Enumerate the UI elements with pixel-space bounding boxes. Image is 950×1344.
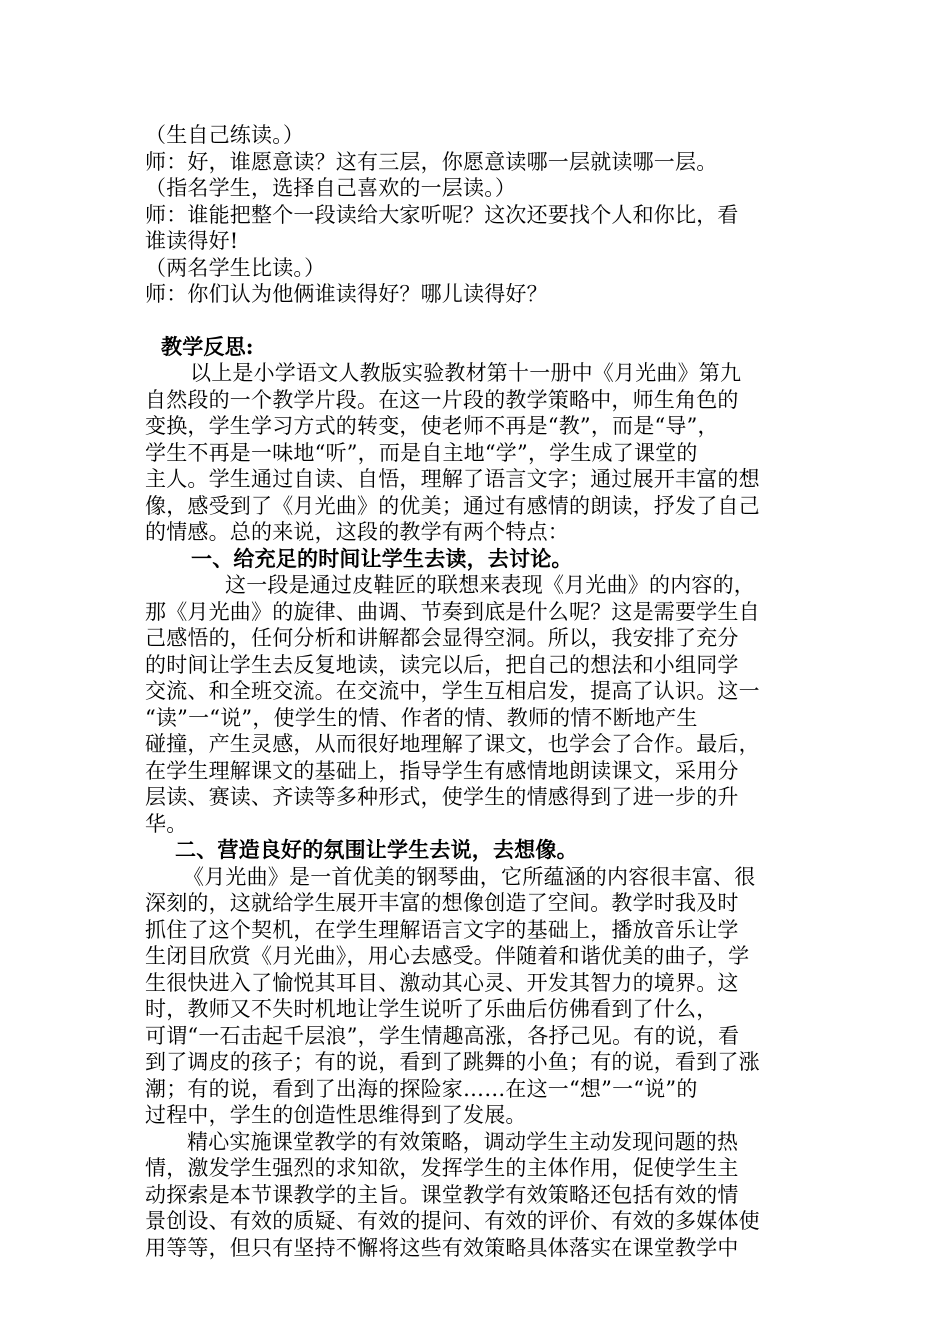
dialogue-line: （两名学生比读。）	[145, 255, 326, 280]
section1-line: 碰撞，产生灵感，从而很好地理解了课文，也学会了合作。最后，	[145, 732, 760, 756]
intro-line: 主人。学生通过自读、自悟，理解了语言文字；通过展开丰富的想	[145, 467, 760, 491]
section2-line: 时，教师又不失时机地让学生说听了乐曲后仿佛看到了什么，	[145, 997, 718, 1021]
conclusion-line: 景创设、有效的质疑、有效的提问、有效的评价、有效的多媒体使	[145, 1209, 760, 1233]
section1-line: 华。	[145, 811, 188, 836]
dialogue-line: 谁读得好!	[145, 229, 239, 253]
section1-line: 在学生理解课文的基础上，指导学生有感情地朗读课文，采用分	[145, 758, 739, 783]
section1-line: “读”一“说”，使学生的情、作者的情、教师的情不断地产生	[145, 705, 698, 730]
intro-line: 像，感受到了《月光曲》的优美；通过有感情的朗读，抒发了自己	[145, 493, 760, 518]
section1-line: 己感悟的，任何分析和讲解都会显得空洞。所以，我安排了充分	[145, 626, 739, 650]
section2-line: 生很快进入了愉悦其耳目、激动其心灵、开发其智力的境界。这	[145, 970, 739, 995]
intro-line: 以上是小学语文人教版实验教材第十一册中《月光曲》第九	[190, 361, 742, 385]
conclusion-line: 动探索是本节课教学的主旨。课堂教学有效策略还包括有效的情	[145, 1182, 739, 1207]
intro-line: 学生不再是一味地“听”，而是自主地“学”，学生成了课堂的	[145, 440, 698, 465]
section2-heading: 二、营造良好的氛围让学生去说，去想像。	[175, 837, 578, 862]
dialogue-line: 师：谁能把整个一段读给大家听呢？这次还要找个人和你比，看	[145, 202, 739, 227]
section2-line: 可谓“一石击起千层浪”，学生情趣高涨，各抒己见。有的说，看	[145, 1023, 740, 1048]
section2-line: 潮；有的说，看到了出海的探险家……在这一“想”一“说”的	[145, 1076, 698, 1101]
dialogue-line: 师：好，谁愿意读？这有三层，你愿意读哪一层就读哪一层。	[145, 149, 718, 174]
section1-line: 那《月光曲》的旋律、曲调、节奏到底是什么呢？这是需要学生自	[145, 599, 760, 624]
section1-line: 交流、和全班交流。在交流中，学生互相启发，提高了认识。这一	[145, 679, 760, 703]
section2-line: 过程中，学生的创造性思维得到了发展。	[145, 1103, 527, 1127]
section1-line: 层读、赛读、齐读等多种形式，使学生的情感得到了进一步的升	[145, 785, 739, 809]
dialogue-line: （指名学生，选择自己喜欢的一层读。）	[145, 176, 517, 200]
paragraph-gap	[145, 308, 805, 334]
document-body	[145, 122, 805, 1261]
reflection-heading: 教学反思:	[161, 333, 254, 359]
conclusion-line: 精心实施课堂教学的有效策略，调动学生主动发现问题的热	[187, 1129, 739, 1154]
section2-line: 《月光曲》是一首优美的钢琴曲，它所蕴涵的内容很丰富、很	[183, 864, 756, 889]
conclusion-line: 情，激发学生强烈的求知欲，发挥学生的主体作用，促使学生主	[145, 1156, 739, 1180]
dialogue-line: 师：你们认为他俩谁读得好？哪儿读得好？	[145, 282, 548, 306]
section2-line: 深刻的，这就给学生展开丰富的想像创造了空间。教学时我及时	[145, 891, 739, 915]
intro-line: 的情感。总的来说，这段的教学有两个特点：	[145, 520, 569, 544]
section1-heading: 一、给充足的时间让学生去读，去讨论。	[191, 545, 573, 571]
conclusion-line: 用等等，但只有坚持不懈将这些有效策略具体落实在课堂教学中	[145, 1235, 739, 1260]
intro-line: 自然段的一个教学片段。在这一片段的教学策略中，师生角色的	[145, 387, 739, 412]
section2-line: 生闭目欣赏《月光曲》，用心去感受。伴随着和谐优美的曲子，学	[145, 944, 750, 968]
section1-line: 的时间让学生去反复地读，读完以后，把自己的想法和小组同学	[145, 652, 739, 677]
section2-line: 抓住了这个契机，在学生理解语言文字的基础上，播放音乐让学	[145, 917, 739, 942]
section2-line: 到了调皮的孩子；有的说，看到了跳舞的小鱼；有的说，看到了涨	[145, 1050, 760, 1074]
dialogue-line: （生自己练读。）	[145, 123, 305, 147]
section1-line: 这一段是通过皮鞋匠的联想来表现《月光曲》的内容的，	[225, 573, 755, 597]
intro-line: 变换，学生学习方式的转变，使老师不再是“教”，而是“导”，	[145, 414, 719, 438]
